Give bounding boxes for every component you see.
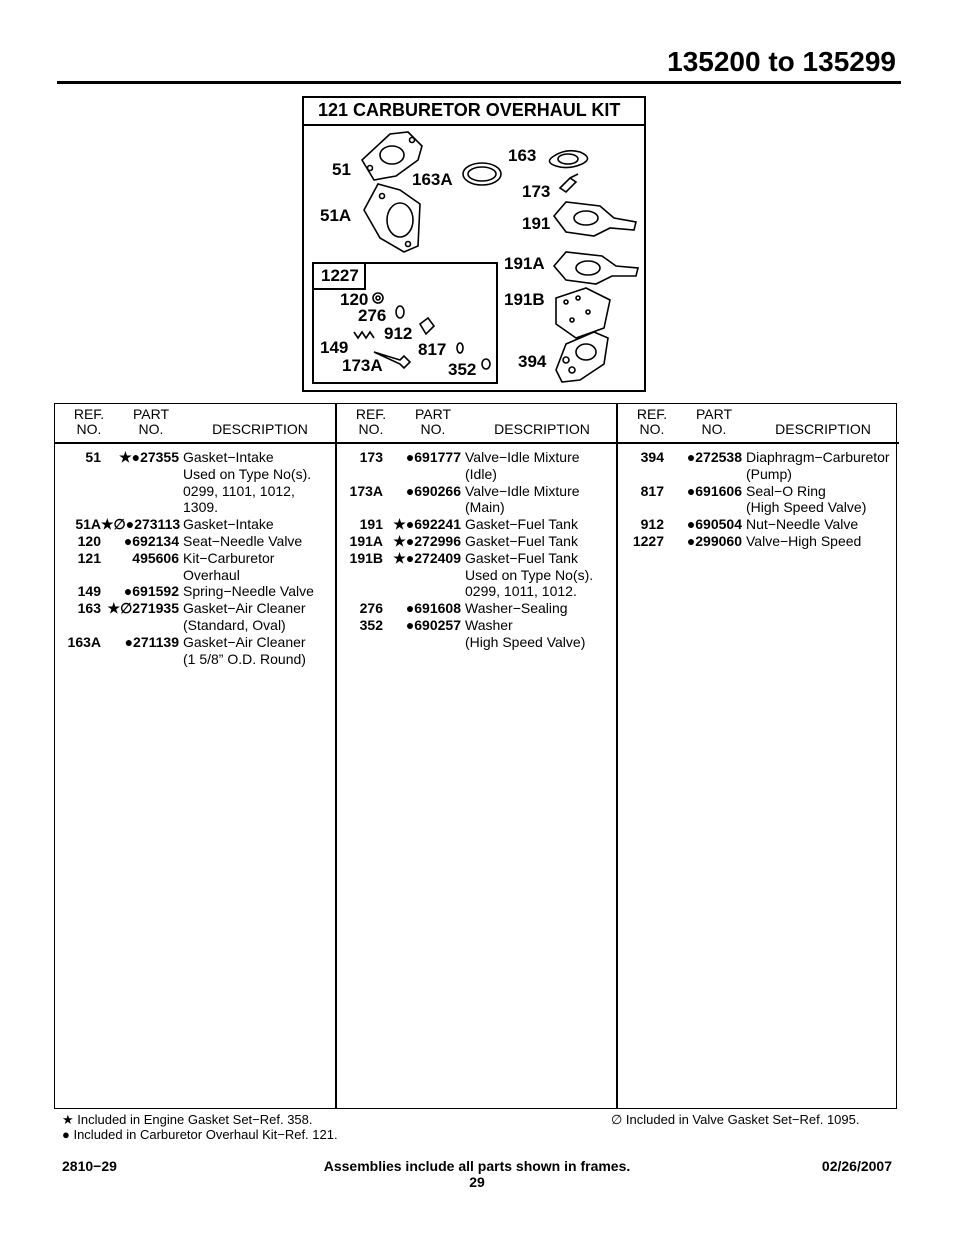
desc-cell: Gasket−Fuel Tank bbox=[465, 549, 578, 566]
part-cell: ●299060 bbox=[686, 532, 742, 549]
footer-doc-number: 2810−29 bbox=[62, 1158, 117, 1174]
diagram-title: 121 CARBURETOR OVERHAUL KIT bbox=[304, 98, 644, 126]
callout-191b: 191B bbox=[504, 290, 545, 309]
table-row bbox=[337, 583, 618, 600]
desc-cell: (Main) bbox=[465, 499, 505, 516]
ref-cell: 352 bbox=[359, 616, 383, 633]
desc-cell: Washer bbox=[465, 616, 513, 633]
desc-cell: (Idle) bbox=[465, 465, 497, 482]
part-cell: ●271139 bbox=[124, 633, 179, 650]
table-row bbox=[618, 466, 899, 483]
callout-173a: 173A bbox=[342, 356, 383, 375]
part-header: PART NO. bbox=[414, 406, 452, 437]
part-header: PART NO. bbox=[132, 406, 170, 437]
ref-cell: 51A bbox=[75, 516, 101, 533]
table-row bbox=[55, 449, 336, 466]
table-row bbox=[618, 499, 899, 516]
table-row bbox=[337, 533, 618, 550]
ref-cell bbox=[618, 499, 664, 516]
ref-cell bbox=[337, 583, 383, 600]
desc-cell: 0299, 1101, 1012, bbox=[183, 482, 295, 499]
table-row bbox=[618, 449, 899, 466]
part-cell bbox=[383, 634, 461, 651]
part-cell: ★∅●273113 bbox=[101, 516, 181, 533]
desc-cell: Gasket−Intake bbox=[183, 449, 274, 465]
part-173-drawing bbox=[560, 174, 578, 192]
callout-120: 120 bbox=[340, 290, 369, 309]
desc-cell: Nut−Needle Valve bbox=[746, 516, 859, 533]
part-cell bbox=[383, 583, 461, 600]
part-cell: ●691608 bbox=[405, 600, 461, 617]
part-cell bbox=[101, 617, 179, 634]
ref-cell: 912 bbox=[640, 516, 664, 533]
table-row bbox=[337, 449, 618, 466]
desc-cell: Seat−Needle Valve bbox=[183, 532, 303, 549]
ref-cell: 191 bbox=[359, 516, 383, 533]
ref-cell bbox=[618, 466, 664, 483]
ref-cell bbox=[337, 634, 383, 651]
ref-cell bbox=[55, 651, 101, 668]
ref-cell: 163A bbox=[67, 633, 101, 650]
title-divider bbox=[57, 81, 901, 84]
table-row bbox=[618, 533, 899, 550]
callout-912: 912 bbox=[384, 324, 413, 343]
part-cell: 495606 bbox=[132, 549, 179, 566]
callout-817: 817 bbox=[418, 340, 447, 359]
ref-cell: 191B bbox=[349, 549, 383, 566]
desc-cell: Valve−Idle Mixture bbox=[465, 482, 580, 499]
ref-cell: 191A bbox=[349, 532, 383, 549]
footer-note: Assemblies include all parts shown in frames. bbox=[323, 1158, 631, 1174]
desc-cell: Valve−Idle Mixture bbox=[465, 449, 580, 465]
ref-cell: 163 bbox=[77, 600, 101, 617]
callout-191a: 191A bbox=[504, 254, 545, 273]
ref-cell: 120 bbox=[77, 532, 101, 549]
part-cell bbox=[101, 651, 179, 668]
desc-cell: Kit−Carburetor bbox=[183, 549, 275, 566]
column-rows bbox=[55, 449, 336, 667]
desc-cell: Used on Type No(s). bbox=[183, 465, 312, 482]
ref-cell: 394 bbox=[640, 449, 664, 465]
column-rows bbox=[337, 449, 618, 651]
table-row bbox=[337, 634, 618, 651]
footer-date: 02/26/2007 bbox=[821, 1158, 892, 1174]
callout-149: 149 bbox=[320, 338, 349, 357]
part-cell bbox=[101, 567, 179, 584]
parts-column-1 bbox=[55, 404, 336, 1108]
table-row bbox=[55, 466, 336, 483]
part-cell: ●690266 bbox=[405, 482, 461, 499]
ref-header: REF. NO. bbox=[636, 406, 668, 437]
table-row bbox=[55, 533, 336, 550]
footnote-right bbox=[611, 1112, 859, 1127]
table-row bbox=[337, 550, 618, 567]
part-191b-drawing bbox=[556, 288, 610, 338]
part-cell bbox=[664, 466, 742, 483]
ref-cell: 276 bbox=[359, 600, 383, 617]
table-row bbox=[55, 583, 336, 600]
page-title: 135200 to 135299 bbox=[667, 46, 896, 77]
table-row bbox=[55, 550, 336, 567]
parts-column-3 bbox=[616, 404, 899, 1108]
desc-cell: Gasket−Intake bbox=[183, 516, 274, 533]
footer-center bbox=[0, 1158, 954, 1190]
desc-cell: Valve−High Speed bbox=[746, 532, 862, 549]
part-cell bbox=[383, 567, 461, 584]
desc-cell: Gasket−Air Cleaner bbox=[183, 633, 306, 650]
ref-cell: 173A bbox=[349, 482, 383, 499]
ref-cell: 817 bbox=[640, 482, 664, 499]
ref-cell bbox=[337, 499, 383, 516]
ref-cell: 51 bbox=[85, 449, 101, 465]
part-cell: ●691777 bbox=[405, 449, 461, 465]
dot-note: ● Included in Carburetor Overhaul Kit−Ref. 121. bbox=[62, 1127, 338, 1142]
table-row bbox=[55, 617, 336, 634]
ref-cell bbox=[55, 567, 101, 584]
table-row bbox=[337, 499, 618, 516]
desc-cell: Spring−Needle Valve bbox=[183, 583, 314, 600]
callout-51: 51 bbox=[332, 160, 351, 179]
column-header bbox=[618, 404, 899, 444]
table-row bbox=[55, 634, 336, 651]
desc-cell: (High Speed Valve) bbox=[746, 499, 867, 516]
desc-cell: (Pump) bbox=[746, 465, 792, 482]
ref-cell bbox=[55, 466, 101, 483]
part-cell bbox=[383, 466, 461, 483]
callout-394: 394 bbox=[518, 352, 547, 371]
table-row bbox=[55, 516, 336, 533]
part-cell bbox=[101, 466, 179, 483]
ref-header: REF. NO. bbox=[355, 406, 387, 437]
table-row bbox=[337, 600, 618, 617]
part-cell: ●690257 bbox=[405, 616, 461, 633]
ref-cell: 173 bbox=[359, 449, 383, 465]
part-cell bbox=[383, 499, 461, 516]
desc-header: DESCRIPTION bbox=[494, 421, 590, 437]
carburetor-diagram bbox=[302, 96, 646, 392]
part-header: PART NO. bbox=[695, 406, 733, 437]
ref-cell bbox=[55, 617, 101, 634]
desc-cell: (High Speed Valve) bbox=[465, 633, 586, 650]
desc-header: DESCRIPTION bbox=[775, 421, 871, 437]
ref-cell bbox=[337, 466, 383, 483]
frame-label: 1227 bbox=[314, 264, 366, 290]
part-cell: ●272538 bbox=[686, 449, 742, 465]
page-number: 29 bbox=[469, 1174, 485, 1190]
desc-cell: (Standard, Oval) bbox=[183, 616, 286, 633]
table-row bbox=[337, 466, 618, 483]
part-cell: ★●27355 bbox=[119, 449, 179, 465]
part-cell: ★∅271935 bbox=[107, 600, 179, 617]
part-191-drawing bbox=[554, 202, 636, 236]
table-row bbox=[55, 567, 336, 584]
parts-column-2 bbox=[335, 404, 618, 1108]
part-cell bbox=[101, 499, 179, 516]
ref-header: REF. NO. bbox=[73, 406, 105, 437]
callout-163: 163 bbox=[508, 146, 537, 165]
ref-cell: 149 bbox=[77, 583, 101, 600]
part-cell: ★●692241 bbox=[393, 516, 461, 533]
callout-163a: 163A bbox=[412, 170, 453, 189]
desc-cell: Overhaul bbox=[183, 566, 240, 583]
desc-cell: Washer−Sealing bbox=[465, 600, 568, 617]
part-cell: ●691606 bbox=[686, 482, 742, 499]
desc-cell: Diaphragm−Carburetor bbox=[746, 449, 890, 465]
table-row bbox=[337, 567, 618, 584]
ref-cell bbox=[55, 499, 101, 516]
part-cell: ●692134 bbox=[123, 532, 179, 549]
callout-276: 276 bbox=[358, 306, 387, 325]
desc-cell: Gasket−Fuel Tank bbox=[465, 516, 578, 533]
part-51a-drawing bbox=[364, 184, 420, 252]
desc-cell: (1 5/8” O.D. Round) bbox=[183, 650, 306, 667]
part-cell: ★●272409 bbox=[393, 549, 461, 566]
table-row bbox=[618, 483, 899, 500]
desc-cell: 1309. bbox=[183, 499, 219, 516]
table-row bbox=[337, 483, 618, 500]
table-row bbox=[55, 499, 336, 516]
ref-cell bbox=[337, 567, 383, 584]
column-header bbox=[337, 404, 618, 444]
column-rows bbox=[618, 449, 899, 550]
part-cell: ●690504 bbox=[686, 516, 742, 533]
table-row bbox=[337, 617, 618, 634]
ref-cell bbox=[55, 483, 101, 500]
part-cell: ●691592 bbox=[123, 583, 179, 600]
parts-table bbox=[54, 403, 897, 1109]
desc-cell: Gasket−Fuel Tank bbox=[465, 532, 578, 549]
footnotes-left bbox=[62, 1112, 338, 1142]
column-header bbox=[55, 404, 336, 444]
table-row bbox=[337, 516, 618, 533]
callout-51a: 51A bbox=[320, 206, 352, 225]
desc-cell: Used on Type No(s). bbox=[465, 566, 594, 583]
table-row bbox=[55, 600, 336, 617]
part-cell: ★●272996 bbox=[393, 532, 461, 549]
ref-cell: 1227 bbox=[632, 532, 664, 549]
ref-cell: 121 bbox=[77, 549, 101, 566]
desc-header: DESCRIPTION bbox=[212, 421, 308, 437]
callout-173: 173 bbox=[522, 182, 551, 201]
star-note: ★ Included in Engine Gasket Set−Ref. 358. bbox=[62, 1112, 313, 1127]
table-row bbox=[55, 651, 336, 668]
empty-set-note: ∅ Included in Valve Gasket Set−Ref. 1095. bbox=[611, 1112, 860, 1127]
table-row bbox=[618, 516, 899, 533]
part-191a-drawing bbox=[554, 252, 638, 284]
callout-191: 191 bbox=[522, 214, 551, 233]
part-cell bbox=[101, 483, 179, 500]
part-cell bbox=[664, 499, 742, 516]
desc-cell: 0299, 1011, 1012. bbox=[465, 583, 577, 600]
table-row bbox=[55, 483, 336, 500]
desc-cell: Seal−O Ring bbox=[746, 482, 826, 499]
desc-cell: Gasket−Air Cleaner bbox=[183, 600, 306, 617]
callout-352: 352 bbox=[448, 360, 477, 379]
